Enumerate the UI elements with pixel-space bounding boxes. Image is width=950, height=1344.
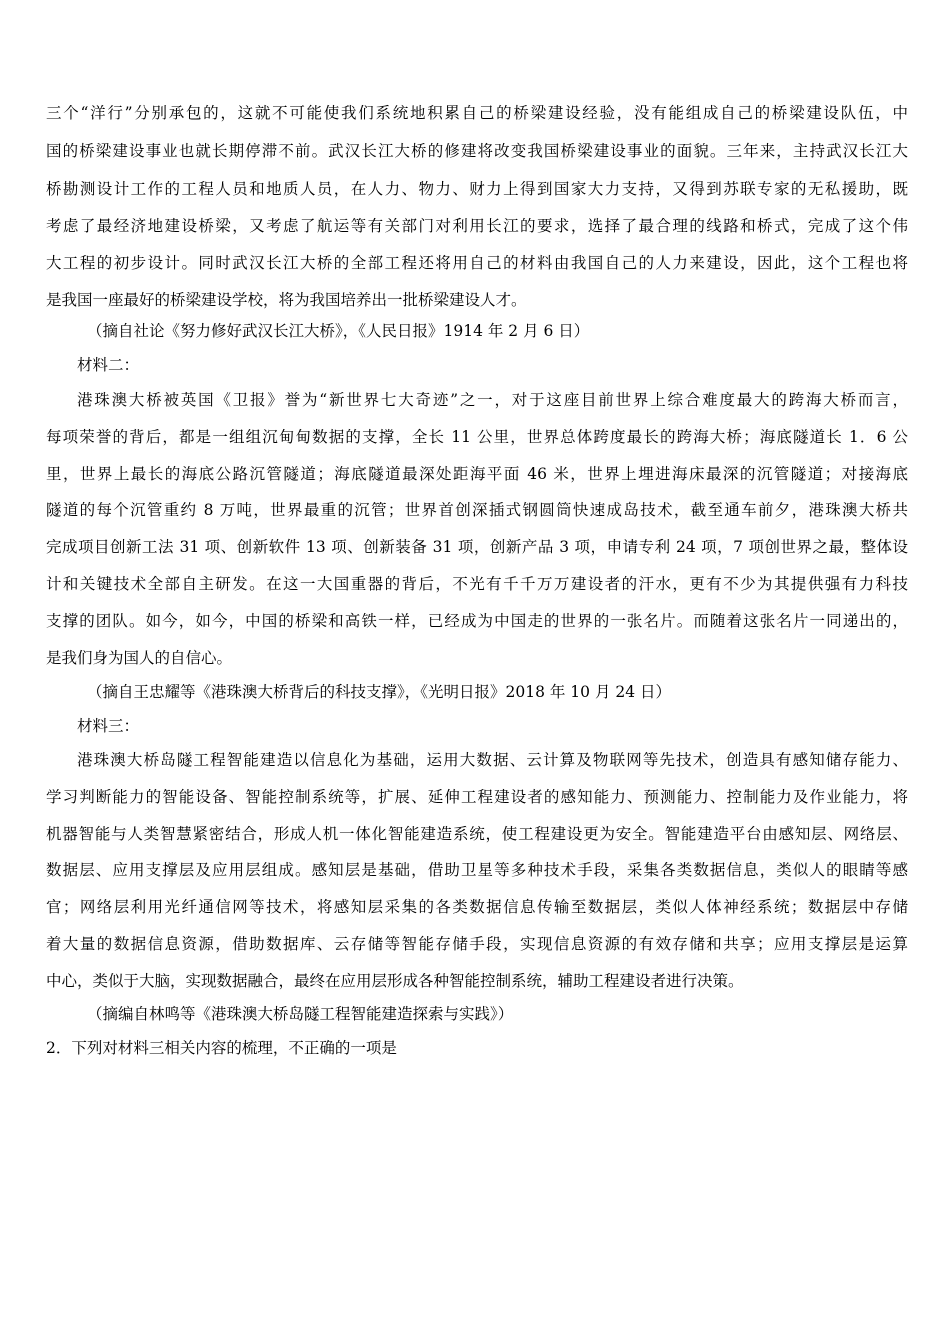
material3-line: 学习判断能力的智能设备、智能控制系统等，扩展、延伸工程建设者的感知能力、预测能力、控制能力及作业能力，将 xyxy=(46,788,908,806)
material2-line: 计和关键技术全部自主研发。在这一大国重器的背后，不光有千千万万建设者的汗水，更有不少为其提供强有力科技 xyxy=(46,575,908,593)
material1-line: 国的桥梁建设事业也就长期停滞不前。武汉长江大桥的修建将改变我国桥梁建设事业的面貌。三年来，主持武汉长江大 xyxy=(46,142,908,160)
material2-source: （摘自王忠耀等《港珠澳大桥背后的科技支撑》，《光明日报》2018 年 10 月 24 日） xyxy=(87,683,672,701)
material1-line: 桥勘测设计工作的工程人员和地质人员，在人力、物力、财力上得到国家大力支持，又得到苏联专家的无私援助，既 xyxy=(46,180,908,198)
material3-line: 中心，类似于大脑，实现数据融合，最终在应用层形成各种智能控制系统，辅助工程建设者进行决策。 xyxy=(46,972,744,990)
material3-line: 港珠澳大桥岛隧工程智能建造以信息化为基础，运用大数据、云计算及物联网等先技术，创造具有感知储存能力、 xyxy=(77,751,908,769)
question-2: 2．下列对材料三相关内容的梳理，不正确的一项是 xyxy=(46,1039,397,1057)
material2-line: 里，世界上最长的海底公路沉管隧道；海底隧道最深处距海平面 46 米，世界上埋进海床最深的沉管隧道；对接海底 xyxy=(46,465,908,483)
material1-line: 大工程的初步设计。同时武汉长江大桥的全部工程还将用自己的材料由我国自己的人力来建设，因此，这个工程也将 xyxy=(46,254,908,272)
material3-line: 数据层、应用支撑层及应用层组成。感知层是基础，借助卫星等多种技术手段，采集各类数据信息，类似人的眼睛等感 xyxy=(46,861,908,879)
material3-line: 着大量的数据信息资源，借助数据库、云存储等智能存储手段，实现信息资源的有效存储和共享；应用支撑层是运算 xyxy=(46,935,908,953)
material2-line: 隧道的每个沉管重约 8 万吨，世界最重的沉管；世界首创深插式钢圆筒快速成岛技术，截至通车前夕，港珠澳大桥共 xyxy=(46,501,908,519)
material2-line: 完成项目创新工法 31 项、创新软件 13 项、创新装备 31 项，创新产品 3 项，申请专利 24 项，7 项创世界之最，整体设 xyxy=(46,538,908,556)
material1-source: （摘自社论《努力修好武汉长江大桥》，《人民日报》1914 年 2 月 6 日） xyxy=(87,322,590,340)
material2-line: 支撑的团队。如今，如今，中国的桥梁和高铁一样，已经成为中国走的世界的一张名片。而随着这张名片一同递出的， xyxy=(46,612,908,630)
material1-line: 考虑了最经济地建设桥梁，又考虑了航运等有关部门对利用长江的要求，选择了最合理的线路和桥式，完成了这个伟 xyxy=(46,217,908,235)
material2-line: 每项荣誉的背后，都是一组组沉甸甸数据的支撑，全长 11 公里，世界总体跨度最长的跨海大桥；海底隧道长 1．6 公 xyxy=(46,428,908,446)
material3-line: 机器智能与人类智慧紧密结合，形成人机一体化智能建造系统，使工程建设更为安全。智能建造平台由感知层、网络层、 xyxy=(46,825,908,843)
material1-line: 三个“洋行”分别承包的，这就不可能使我们系统地积累自己的桥梁建设经验，没有能组成自己的桥梁建设队伍，中 xyxy=(46,104,908,122)
material2-line: 是我们身为国人的自信心。 xyxy=(46,649,233,667)
material2-heading: 材料二： xyxy=(77,356,140,374)
material2-line: 港珠澳大桥被英国《卫报》誉为“新世界七大奇迹”之一，对于这座目前世界上综合难度最大的跨海大桥而言， xyxy=(77,391,908,409)
material1-line: 是我国一座最好的桥梁建设学校，将为我国培养出一批桥梁建设人才。 xyxy=(46,291,527,309)
material3-line: 官；网络层利用光纤通信网等技术，将感知层采集的各类数据信息传输至数据层，类似人体神经系统；数据层中存储 xyxy=(46,898,908,916)
material3-source: （摘编自林鸣等《港珠澳大桥岛隧工程智能建造探索与实践》） xyxy=(87,1005,514,1023)
material3-heading: 材料三： xyxy=(77,717,140,735)
